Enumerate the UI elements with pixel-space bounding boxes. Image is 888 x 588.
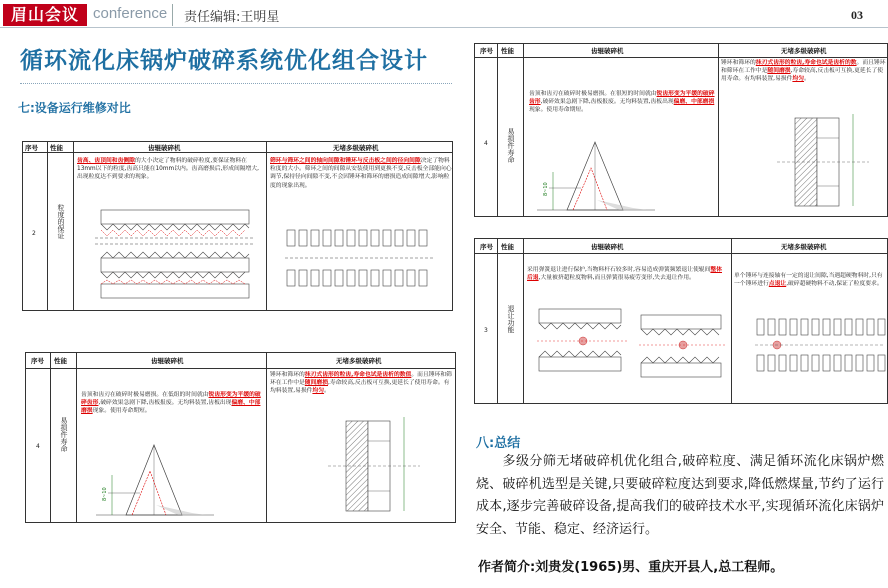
sieve-description: 锤环和筛环的抹刃式齿形的粒齿,寿命也试是齿析的数。而且锤环和筛环在工作中是随间磨损,寿命较高,反击板可互换,更延长了使用寿命。有均料装置,易损件均匀。 bbox=[721, 60, 886, 83]
editor-credit: 责任编辑:王明星 bbox=[184, 10, 280, 25]
col-perf-header: 性能 bbox=[54, 357, 67, 365]
tooth-description: 齿顶和齿刃在破碎时极易磨损。在低组的时间就由锐齿形变为平缓的破碎齿形,破碎效果急剧下降,齿板报废。无均料装置,齿板出现偏磨、中部磨损现象。使用寿命期短。 bbox=[81, 392, 261, 415]
logo: 眉山会议 bbox=[3, 4, 87, 26]
tooth-description: 齿高、齿顶间和齿侧隙的大小决定了物料的破碎粒度,要保证物料在13mm以下的粒度,齿高只能在10mm以内。齿高磨损后,形成间隔增大,出现粒度达不到要求的现象。 bbox=[77, 158, 259, 181]
section-7-heading: 七:设备运行维修对比 bbox=[18, 101, 131, 115]
table-header-row bbox=[475, 239, 887, 254]
page-title: 循环流化床锅炉破碎系统优化组合设计 bbox=[20, 48, 428, 74]
col-sieve-header: 无堵多级破碎机 bbox=[781, 47, 827, 55]
row-number: 4 bbox=[36, 443, 40, 450]
sieve-description: 单个锤环与连接轴有一定的退让间隙,当遇超硬物料时,只有一个锤环进行点退让,破碎超硬物料不动,保证了粒度要求。 bbox=[734, 273, 883, 288]
table-yield-function bbox=[474, 238, 888, 404]
row-number: 3 bbox=[484, 327, 488, 334]
col-tooth-header: 齿辊破碎机 bbox=[148, 144, 181, 152]
section-8-heading: 八:总结 bbox=[476, 436, 521, 451]
col-tooth-header: 齿辊破碎机 bbox=[591, 47, 624, 55]
col-no-header: 序号 bbox=[31, 357, 44, 365]
row-number: 4 bbox=[484, 140, 488, 147]
row-perf-label: 易损件寿命 bbox=[507, 128, 515, 163]
sieve-ring-diagram bbox=[285, 220, 435, 306]
sieve-description: 筛环与筛环之间的轴向间隙和锤环与反击板之间的径向间隙决定了物料粒度的大小。筛环之间的间隙从安装使用到更换不变,反击板全部能向心调节,保持径向间隙不变,不会因锤环和筛环的磨损造成间隙增大,影响粒度的现象出现。 bbox=[270, 158, 452, 189]
row-number: 2 bbox=[32, 230, 36, 237]
ring-yield-diagram bbox=[755, 309, 887, 389]
table-wear-life-right bbox=[474, 43, 888, 217]
author-bio: 作者简介:刘贵发(1965)男、重庆开县人,总工程师。 bbox=[478, 560, 784, 575]
col-sieve-header: 无堵多级破碎机 bbox=[333, 144, 379, 152]
tooth-wear-diagram bbox=[537, 134, 657, 216]
col-sieve-header: 无堵多级破碎机 bbox=[781, 243, 827, 251]
col-no-header: 序号 bbox=[25, 144, 38, 152]
title-underline bbox=[20, 83, 452, 84]
page-number: 03 bbox=[851, 8, 863, 22]
col-no-header: 序号 bbox=[480, 243, 493, 251]
col-perf-header: 性能 bbox=[50, 144, 63, 152]
summary-paragraph: 多级分筛无堵破碎机优化组合,破碎粒度、满足循环流化床锅炉燃烧、破碎机选型是关键,只要破碎粒度达到要求,降低燃煤量,节约了运行成本,逐步完善破碎设备,提高我们的破碎技术水平,实现循环流化床锅炉安全、节能、稳定、经济运行。 bbox=[476, 454, 884, 537]
row-perf-label: 粒度的保证 bbox=[57, 204, 65, 239]
svg-text:8~10: 8~10 bbox=[543, 182, 549, 196]
col-perf-header: 性能 bbox=[501, 47, 514, 55]
col-perf-header: 性能 bbox=[501, 243, 514, 251]
table-header-row bbox=[475, 44, 887, 58]
sieve-description: 锤环和筛环的抹刃式齿形的粒齿,寿命也试是齿析的数值。而且锤环和筛环在工作中是随间磨损,寿命较高,反击板可互换,更延长了使用寿命。有均料装置,易损件均匀。 bbox=[270, 372, 452, 395]
sieve-ring-section bbox=[777, 108, 877, 216]
svg-text:8~10: 8~10 bbox=[102, 487, 108, 501]
col-no-header: 序号 bbox=[480, 47, 493, 55]
row-perf-label: 易损件寿命 bbox=[60, 417, 68, 452]
conference-label: conference bbox=[93, 5, 168, 22]
table-granularity bbox=[22, 141, 453, 311]
tooth-description: 采用弹簧退让进行保护,当物料杆石较多时,容易造成弹簧频繁退让使辊间整体后退,大量被挤超粒度物料,而且弹簧很易疲劳变形,失去退让作用。 bbox=[527, 267, 722, 282]
row-perf-label: 退让功能 bbox=[507, 305, 515, 333]
table-header-row bbox=[23, 142, 452, 153]
col-sieve-header: 无堵多级破碎机 bbox=[336, 357, 382, 365]
header-rule bbox=[0, 27, 888, 28]
tooth-wear-diagram bbox=[96, 435, 216, 521]
sieve-ring-section bbox=[328, 411, 428, 521]
col-tooth-header: 齿辊破碎机 bbox=[151, 357, 184, 365]
tooth-roller-diagram bbox=[85, 200, 261, 306]
col-tooth-header: 齿辊破碎机 bbox=[591, 243, 624, 251]
table-header-row bbox=[26, 353, 455, 369]
spring-yield-diagram bbox=[537, 301, 727, 401]
header-divider bbox=[172, 4, 173, 26]
tooth-description: 齿顶和齿刃在破碎时极易磨损。在很短的时间就由锐齿形变为平缓的破碎齿形,破碎效果急剧下降,齿板报废。无均料装置,齿板出现偏磨、中部磨损现象。使用寿命期短。 bbox=[529, 91, 715, 114]
table-wear-life-left bbox=[25, 352, 456, 523]
